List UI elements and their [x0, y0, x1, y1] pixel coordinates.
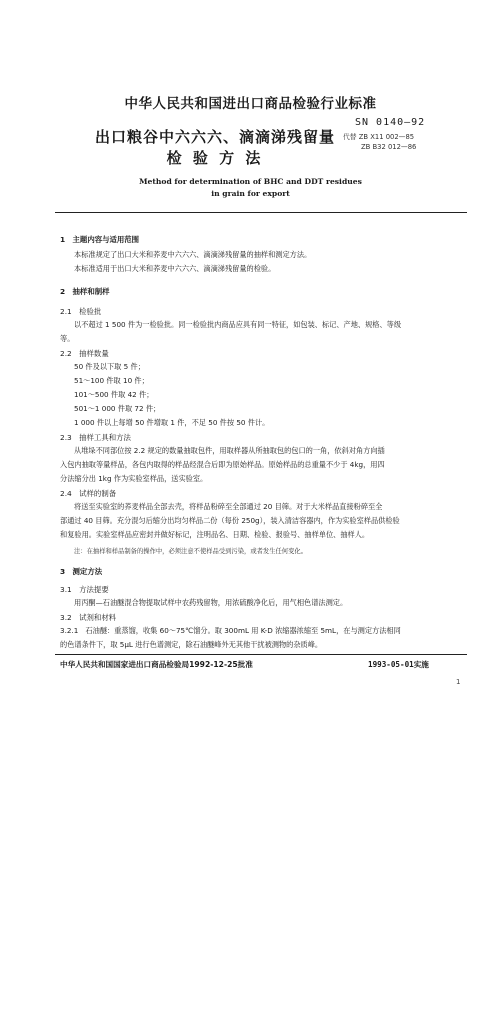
replaced-standard-2: ZB B32 012—86 [361, 143, 417, 151]
section-3-1-heading: 3.1 方法提要 [60, 585, 109, 594]
title-chinese-line-2: 检 验 方 法 [166, 149, 264, 167]
section-2-4-heading: 2.4 试样的制备 [60, 489, 117, 498]
section-3-heading: 3 测定方法 [60, 567, 103, 576]
section-1-para-2: 本标准适用于出口大米和荞麦中六六六、滴滴涕残留量的检验。 [74, 264, 276, 273]
replaced-standards [343, 132, 416, 152]
sample-quantity-item: 501～1 000 件取 72 件； [74, 404, 161, 413]
sample-quantity-item: 1 000 件以上每增 50 件增取 1 件，不足 50 件按 50 件计。 [74, 418, 270, 427]
section-3-2-1-para-1: 3.2.1 石油醚：重蒸馏，收集 60～75℃馏分。取 300mL 用 K-D 浓缩器浓缩至 5mL，在与测定方法相同 [60, 626, 401, 635]
title-english-line-1: Method for determination of BHC and DDT residues [139, 177, 362, 186]
section-2-1-heading: 2.1 检验批 [60, 307, 102, 316]
sample-quantity-item: 51～100 件取 10 件； [74, 376, 149, 385]
section-1-para-1: 本标准规定了出口大米和荞麦中六六六、滴滴涕残留量的抽样和测定方法。 [74, 250, 312, 259]
section-2-4-para-1: 将送至实验室的荞麦样品全部去壳，将样品粉碎至全部通过 20 目筛。对于大米样品直接粉碎至全 [74, 502, 383, 511]
header-rule [55, 212, 467, 213]
section-2-3-para-2: 入包内抽取等量样品，各包内取得的样品经混合后即为原始样品。原始样品的总重量不少于 4kg，用四 [60, 460, 385, 469]
section-2-4-para-2: 部通过 40 目筛。充分混匀后缩分出均匀样品二份（每份 250g），装入清洁容器内，作为实验室样品供检验 [60, 516, 400, 525]
section-3-1-para-1: 用丙酮—石油醚混合物提取试样中农药残留物，用浓硫酸净化后，用气相色谱法测定。 [74, 598, 348, 607]
section-2-1-para-1: 以不超过 1 500 件为一检验批。同一检验批内商品应具有同一特征，如包装、标记、产地、规格、等级 [74, 320, 402, 329]
section-2-1-para-2: 等。 [60, 334, 75, 343]
section-2-3-para-3: 分法缩分出 1kg 作为实验室样品，送实验室。 [60, 474, 208, 483]
approval-statement: 中华人民共和国国家进出口商品检验局1992-12-25批准 [60, 660, 253, 669]
section-3-2-1-para-2: 的色谱条件下，取 5μL 进行色谱测定，除石油醚峰外无其他干扰被测物的杂质峰。 [60, 640, 323, 649]
section-2-4-para-3: 和复验用。实验室样品应密封并做好标记，注明品名、日期、检验、报验号、抽样单位、抽样人。 [60, 530, 370, 539]
section-3-2-heading: 3.2 试剂和材料 [60, 613, 117, 622]
footer-rule [55, 654, 467, 655]
section-1-heading: 1 主题内容与适用范围 [60, 235, 140, 244]
section-2-4-note: 注：在抽样和样品制备的操作中，必须注意不使样品受到污染，或者发生任何变化。 [74, 548, 307, 555]
section-2-2-heading: 2.2 抽样数量 [60, 349, 109, 358]
page-number: 1 [456, 678, 461, 686]
title-chinese-line-1: 出口粮谷中六六六、滴滴涕残留量 [95, 128, 336, 146]
implementation-date: 1993-05-01实施 [368, 660, 429, 669]
section-2-3-para-1: 从堆垛不同部位按 2.2 规定的数量抽取包件，用取样器从所抽取包的包口的一角，依斜对角方向插 [74, 446, 385, 455]
sample-quantity-item: 101～500 件取 42 件； [74, 390, 154, 399]
sample-quantity-item: 50 件及以下取 5 件； [74, 362, 145, 371]
issuing-organization: 中华人民共和国进出口商品检验行业标准 [124, 96, 377, 112]
section-2-3-heading: 2.3 抽样工具和方法 [60, 433, 131, 442]
replaced-standard-1: 代替 ZB X11 002—85 [343, 133, 415, 141]
title-english-line-2: in grain for export [211, 189, 290, 198]
section-2-heading: 2 抽样和制样 [60, 287, 110, 296]
standard-number: SN 0140—92 [355, 117, 426, 128]
